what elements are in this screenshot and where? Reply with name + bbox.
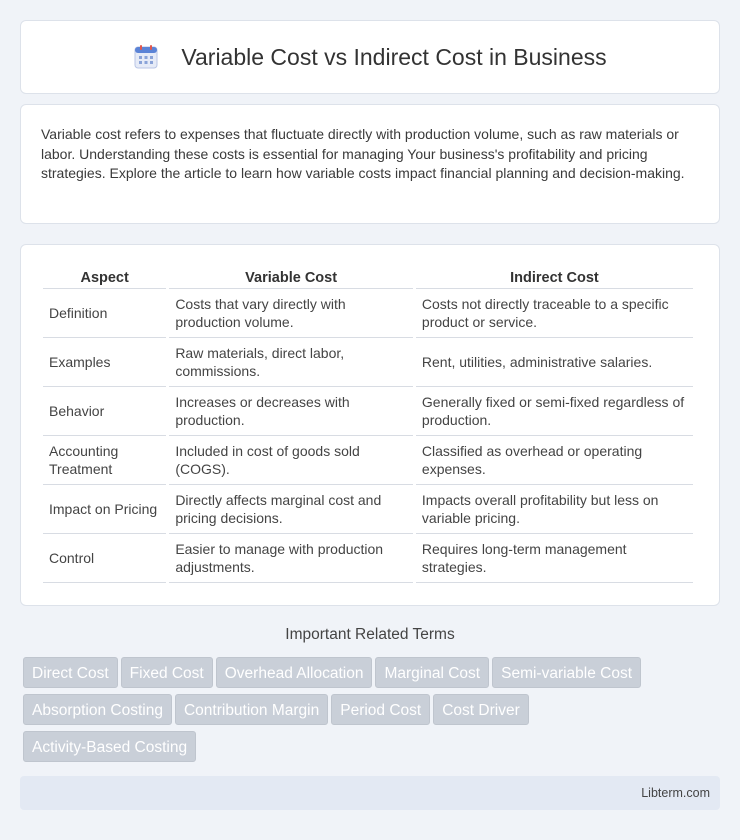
cell-variable: Costs that vary directly with production volume. [169, 289, 413, 338]
comparison-table [40, 265, 696, 583]
title-card [20, 20, 720, 94]
header-aspect: Aspect [43, 265, 166, 289]
cell-indirect: Requires long-term management strategies. [416, 534, 693, 583]
header-variable-cost: Variable Cost [169, 265, 413, 289]
cell-indirect: Impacts overall profitability but less on variable pricing. [416, 485, 693, 534]
calendar-grid-icon [133, 44, 159, 70]
cell-variable: Easier to manage with production adjustments. [169, 534, 413, 583]
table-row [43, 534, 693, 583]
page-title: Variable Cost vs Indirect Cost in Business [181, 43, 607, 70]
tag-marginal-cost[interactable]: Marginal Cost [375, 657, 489, 688]
comparison-table-card [20, 244, 720, 606]
cell-aspect: Impact on Pricing [43, 485, 166, 534]
intro-text: Variable cost refers to expenses that fluctuate directly with production volume, such as raw materials or labor. Understanding these costs is essential for managing Your business's profitability and pricing strategies. Explore the article to learn how variable costs impact financial planning and decision-making. [41, 126, 685, 181]
cell-variable: Included in cost of goods sold (COGS). [169, 436, 413, 485]
cell-aspect: Behavior [43, 387, 166, 436]
tag-cost-driver[interactable]: Cost Driver [433, 694, 529, 725]
cell-indirect: Classified as overhead or operating expenses. [416, 436, 693, 485]
footer [20, 776, 720, 810]
cell-aspect: Examples [43, 338, 166, 387]
tag-absorption-costing[interactable]: Absorption Costing [23, 694, 172, 725]
header-indirect-cost: Indirect Cost [416, 265, 693, 289]
tag-contribution-margin[interactable]: Contribution Margin [175, 694, 328, 725]
cell-variable: Increases or decreases with production. [169, 387, 413, 436]
intro-card [20, 104, 720, 224]
tag-direct-cost[interactable]: Direct Cost [23, 657, 118, 688]
table-row [43, 485, 693, 534]
cell-aspect: Control [43, 534, 166, 583]
cell-variable: Directly affects marginal cost and pricing decisions. [169, 485, 413, 534]
tag-semi-variable-cost[interactable]: Semi-variable Cost [492, 657, 641, 688]
cell-variable: Raw materials, direct labor, commissions. [169, 338, 413, 387]
table-row [43, 338, 693, 387]
table-row [43, 436, 693, 485]
tag-activity-based-costing[interactable]: Activity-Based Costing [23, 731, 196, 762]
footer-site-link[interactable]: Libterm.com [641, 786, 710, 800]
related-terms-list [23, 657, 723, 768]
table-row [43, 289, 693, 338]
cell-aspect: Accounting Treatment [43, 436, 166, 485]
table-header-row [43, 265, 693, 289]
cell-indirect: Generally fixed or semi-fixed regardless of production. [416, 387, 693, 436]
cell-indirect: Rent, utilities, administrative salaries. [416, 338, 693, 387]
tag-period-cost[interactable]: Period Cost [331, 694, 430, 725]
related-terms-title: Important Related Terms [285, 626, 455, 643]
tag-overhead-allocation[interactable]: Overhead Allocation [216, 657, 373, 688]
cell-indirect: Costs not directly traceable to a specific product or service. [416, 289, 693, 338]
cell-aspect: Definition [43, 289, 166, 338]
table-row [43, 387, 693, 436]
tag-fixed-cost[interactable]: Fixed Cost [121, 657, 213, 688]
